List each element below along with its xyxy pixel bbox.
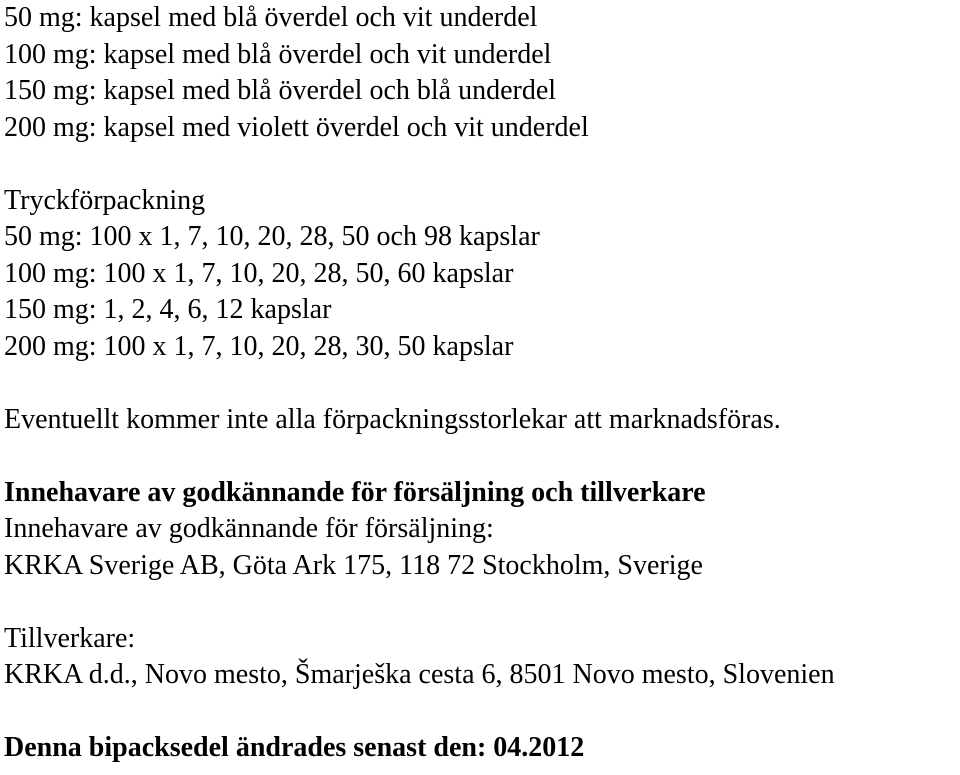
spacer <box>4 365 960 402</box>
pack-size-50mg: 50 mg: 100 x 1, 7, 10, 20, 28, 50 och 98 kapslar <box>4 221 540 252</box>
packaging-note: Eventuellt kommer inte alla förpackningsstorlekar att marknadsföras. <box>4 403 781 435</box>
pack-size-100mg: 100 mg: 100 x 1, 7, 10, 20, 28, 50, 60 kapslar <box>4 257 514 289</box>
pack-size-150mg: 150 mg: 1, 2, 4, 6, 12 kapslar <box>4 294 332 325</box>
spacer <box>4 438 960 475</box>
holder-address: KRKA Sverige AB, Göta Ark 175, 118 72 Stockholm, Sverige <box>4 549 703 581</box>
spacer <box>4 146 960 183</box>
holder-heading: Innehavare av godkännande för försäljning och tillverkare <box>4 476 706 508</box>
capsule-description-200mg: 200 mg: kapsel med violett överdel och vit underdel <box>4 111 589 143</box>
manufacturer-address: KRKA d.d., Novo mesto, Šmarješka cesta 6, 8501 Novo mesto, Slovenien <box>4 659 835 690</box>
leaflet-page <box>4 0 960 767</box>
packaging-heading: Tryckförpackning <box>4 184 206 216</box>
capsule-description-100mg: 100 mg: kapsel med blå överdel och vit underdel <box>4 38 552 70</box>
capsule-description-150mg: 150 mg: kapsel med blå överdel och blå underdel <box>4 75 557 106</box>
manufacturer-label: Tillverkare: <box>4 622 136 654</box>
capsule-description-50mg: 50 mg: kapsel med blå överdel och vit underdel <box>4 2 538 33</box>
spacer <box>4 694 960 731</box>
revision-date: Denna bipacksedel ändrades senast den: 04.2012 <box>4 732 585 763</box>
pack-size-200mg: 200 mg: 100 x 1, 7, 10, 20, 28, 30, 50 kapslar <box>4 330 514 362</box>
spacer <box>4 584 960 621</box>
holder-label: Innehavare av godkännande för försäljning: <box>4 513 494 544</box>
